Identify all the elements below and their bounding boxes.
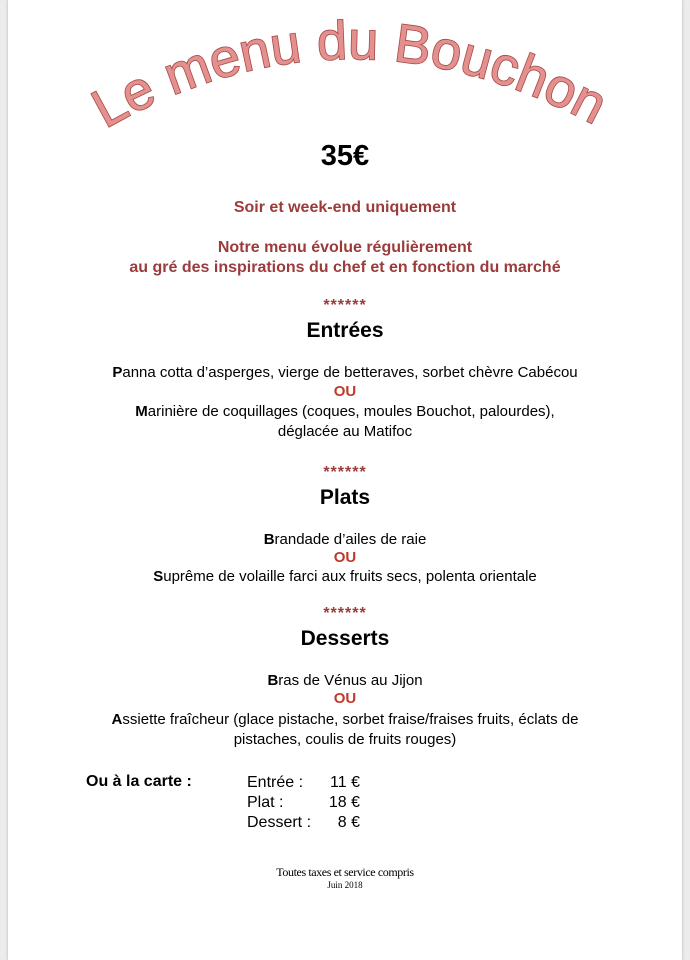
footer-date: Juin 2018 [327,880,363,890]
separator: ****** [323,605,367,622]
section-title-desserts: Desserts [300,627,390,650]
carte-item-name: Dessert : [247,814,312,831]
dish-dessert-2 [0,710,690,750]
dish-initial: B [267,672,279,689]
dish-text-line-2: pistaches, coulis de fruits rouges) [233,731,457,748]
menu-title [0,0,690,150]
intro-line-1: Notre menu évolue régulièrement [217,239,473,256]
dish-text-line-2: déglacée au Matifoc [277,423,413,440]
footer-taxes-note: Toutes taxes et service compris [276,865,414,879]
dish-initial: M [135,403,148,420]
svg-text:Le menu du Bouchon [82,11,616,140]
dish-initial: A [111,711,123,728]
dish-initial: B [263,531,275,548]
section-title-entrees: Entrées [306,319,384,342]
dish-text: ras de Vénus au Jijon [278,672,423,689]
menu-price: 35€ [320,140,370,172]
separator: ****** [323,464,367,481]
availability-note: Soir et week-end uniquement [233,199,457,216]
dish-entree-1 [0,363,690,383]
dish-plat-1 [0,530,690,550]
dish-plat-2 [0,567,690,587]
dish-initial: S [153,568,164,585]
carte-item-price: 18 € [328,794,360,811]
carte-label: Ou à la carte : [86,773,192,790]
dish-text: arinière de coquillages (coques, moules Bouchot, palourdes), [147,403,555,420]
intro-line-2: au gré des inspirations du chef et en fonction du marché [129,259,561,276]
carte-prices [326,773,360,833]
carte-items [247,773,311,833]
or-label: OU [333,383,357,400]
menu-title-text: Le menu du Bouchon [82,10,617,140]
dish-initial: P [112,364,123,381]
or-label: OU [333,549,357,566]
dish-text: uprême de volaille farci aux fruits secs, polenta orientale [163,568,537,585]
dish-text: ssiette fraîcheur (glace pistache, sorbet fraise/fraises fruits, éclats de [122,711,579,728]
dish-text: randade d’ailes de raie [274,531,427,548]
dish-entree-2 [0,402,690,442]
intro-note [0,238,690,278]
carte-item-price: 11 € [330,774,360,791]
dish-dessert-1 [0,671,690,691]
dish-text: anna cotta d’asperges, vierge de betteraves, sorbet chèvre Cabécou [122,364,578,381]
section-title-plats: Plats [319,486,371,509]
carte-item-name: Entrée : [247,774,304,791]
carte-item-name: Plat : [247,794,284,811]
carte-item-price: 8 € [337,814,360,831]
or-label: OU [333,690,357,707]
separator: ****** [323,297,367,314]
